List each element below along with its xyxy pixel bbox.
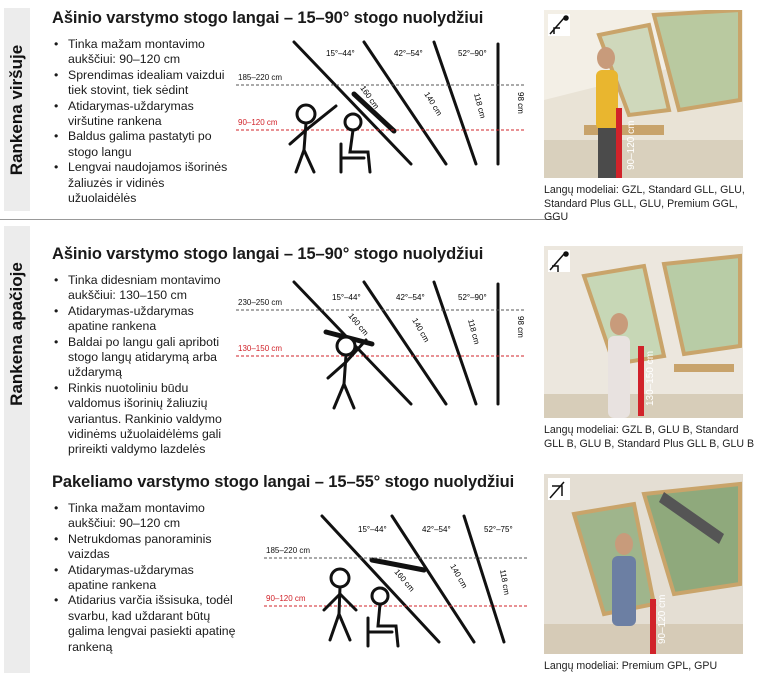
list-item: • Netrukdomas panoraminis vaizdas [54,532,236,563]
length-label: 140 cm [410,316,432,344]
list-item: • Baldus galima pastatyti po stogo langu [54,129,234,160]
window-diagram [264,510,534,660]
height-bottom-label: 90–120 cm [238,118,278,127]
angle-label: 15°–44° [332,293,361,302]
length-label: 160 cm [358,83,381,111]
feature-list [54,501,236,655]
pivot-icon [548,478,570,500]
angle-label: 15°–44° [326,49,355,58]
angle-label: 52°–75° [484,525,513,534]
length-label: 160 cm [392,567,417,594]
standing-person-icon [324,569,356,640]
section-title: Pakeliamo varstymo stogo langai – 15–55° stogo nuolydžiui [52,473,515,491]
height-bottom-label: 130–150 cm [238,344,283,353]
list-item: • Lengvai naudojamos išorinės žaliuzės ir vidinės užuolaidėlės [54,160,234,206]
height-top-label: 185–220 cm [238,73,283,82]
height-top-label: 230–250 cm [238,298,283,307]
sidebar-label-bottom: Rankena apačioje [7,262,26,406]
section-title: Ašinio varstymo stogo langai – 15–90° stogo nuolydžiui [52,9,484,27]
sitting-person-icon [368,588,398,646]
length-label: 118 cm [498,568,512,596]
list-item: • Atidarymas-uždarymas apatine rankena [54,304,236,335]
list-item: • Baldai po langu gali apriboti stogo langų atidarymą arba uždarymą [54,335,236,381]
angle-label: 42°–54° [422,525,451,534]
list-item: • Tinka mažam montavimo aukščiui: 90–120 cm [54,37,234,68]
angle-label: 15°–44° [358,525,387,534]
length-label: 98 cm [516,316,525,338]
sidebar-label-top: Rankena viršuje [7,44,26,175]
roof-line-3 [464,516,504,642]
length-label: 160 cm [346,311,371,338]
angle-label: 42°–54° [394,49,423,58]
model-caption: Langų modeliai: Premium GPL, GPU [544,660,718,672]
angle-label: 52°–90° [458,49,487,58]
height-bar [650,599,656,654]
section-title: Ašinio varstymo stogo langai – 15–90° stogo nuolydžiui [52,245,484,263]
list-item: • Atidarius varčia išsisuka, todėl svarbu, kad uždarant būtų galima lengvai pasiekti apatinę rankeną [54,593,236,655]
photo-height-label: 90–120 cm [626,120,637,170]
length-label: 98 cm [516,92,525,114]
list-item: • Rinkis nuotoliniu būdu valdomus išorinių žaliuzių variantus. Rankinio valdymo vidinėms užuolaidėlėms gali prireikti valdymo lazdelės [54,381,236,458]
length-label: 118 cm [466,318,482,346]
list-item: • Atidarymas-uždarymas viršutine rankena [54,99,234,130]
angle-label: 42°–54° [396,293,425,302]
list-item: • Sprendimas idealiam vaizdui tiek stovint, tiek sėdint [54,68,234,99]
photo-height-label: 130–150 cm [645,350,656,406]
list-item: • Tinka didesniam montavimo aukščiui: 130–150 cm [54,273,236,304]
model-caption: Langų modeliai: GZL, Standard GLL, GLU, Standard Plus GLL, GLU, Premium GGL, GGU [544,184,745,223]
length-label: 140 cm [422,90,444,118]
angle-label: 52°–90° [458,293,487,302]
list-item: • Tinka mažam montavimo aukščiui: 90–120 cm [54,501,236,532]
length-label: 140 cm [448,562,470,590]
length-label: 118 cm [472,92,488,120]
height-bottom-label: 90–120 cm [266,594,306,603]
room-photo [544,474,743,654]
model-caption: Langų modeliai: GZL B, GLU B, Standard GLL B, GLU B, Standard Plus GLL B, GLU B [544,424,755,450]
photo-height-label: 90–120 cm [657,594,668,644]
height-top-label: 185–220 cm [266,546,311,555]
list-item: • Atidarymas-uždarymas apatine rankena [54,563,236,594]
